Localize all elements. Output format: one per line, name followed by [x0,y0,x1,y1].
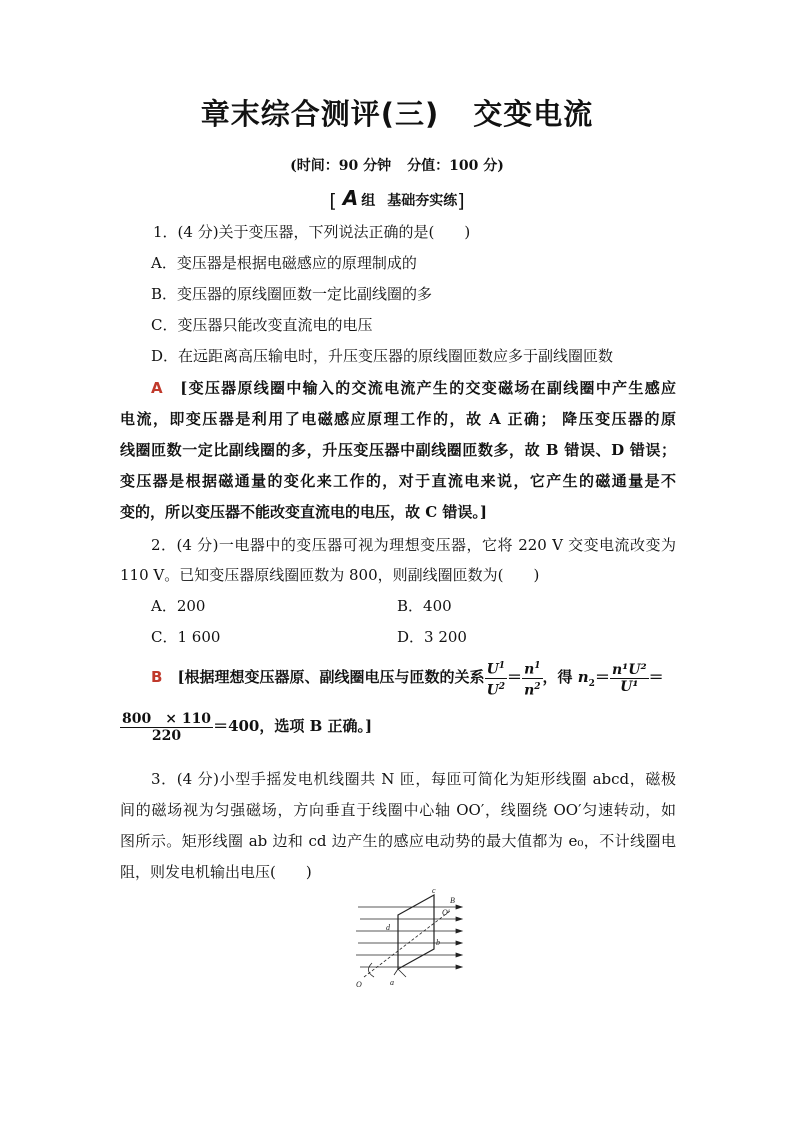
q1-stem: 1．(4 分)关于变压器，下列说法正确的是( ) [153,223,471,241]
q3-line-3: 图所示。矩形线圈 ab 边和 cd 边产生的感应电动势的最大值都为 e₀，不计线圈电 [120,832,676,850]
label-B: B [450,896,455,905]
voltage-ratio-fraction: $\frac{U^1}{U^2}$ [485,658,507,698]
q1-option-b: B．变压器的原线圈匝数一定比副线圈的多 [151,285,433,303]
q3-line-4: 阻，则发电机输出电压( ) [120,863,312,881]
group-name: 基础夯实练 [387,193,458,209]
turns-ratio-fraction: $\frac{n^1}{n^2}$ [522,658,542,698]
label-O: O [356,980,362,989]
group-label: 组 [361,193,376,209]
page-title [0,92,794,133]
bracket-left: [ [329,190,337,212]
q2-result: ＝400，选项 B 正确。] [213,717,373,735]
q3-line-2: 间的磁场视为匀强磁场，方向垂直于线圈中心轴 OO′，线圈绕 OO′匀速转动，如 [120,801,676,819]
q1-explanation-line-4: 变压器是根据磁通量的变化来工作的，对于直流电来说，它产生的磁通量是不 [120,472,676,490]
q2-option-d: D．3 200 [397,628,467,646]
q1-explanation-line-1: A [变压器原线圈中输入的交流电流产生的交变磁场在副线圈中产生感应 [151,379,676,397]
q2-option-b: B．400 [397,597,452,615]
title-main: 章末综合测评(三) [200,97,440,131]
label-c: c [432,886,436,895]
q2-option-c: C．1 600 [151,628,221,646]
generator-coil-diagram [350,885,470,990]
q2-option-a: A．200 [151,597,206,615]
q1-explanation-line-3: 线圈匝数一定比副线圈的多，升压变压器中副线圈匝数多，故 B 错误、D 错误； [120,441,676,459]
calc-fraction: $\frac{800 \times 110}{220}$ [122,710,212,744]
label-O-prime: O′ [442,908,450,917]
group-letter: A [342,186,359,210]
group-heading [0,186,794,212]
q2-explanation-line-1: B [根据理想变压器原、副线圈电压与匝数的关系 $\frac{U^1}{U^2}$ ＝ $\frac{n^1}{n^2}$ ，得 $n_2=$ $\frac{\text{n¹U²}}{\text{U¹}}$ ＝ [151,658,664,702]
q2-explanation-line-2 [120,708,372,744]
q1-option-a: A．变压器是根据电磁感应的原理制成的 [151,254,417,272]
q2-answer: B [151,668,163,687]
label-d: d [386,923,390,932]
exam-time: (时间：90 分钟 [290,158,392,174]
q1-explanation-line-5: 变的，所以变压器不能改变直流电的电压，故 C 错误。] [120,503,487,521]
q2-stem-line-1: 2．(4 分)一电器中的变压器可视为理想变压器，它将 220 V 交变电流改变为 [151,536,676,554]
n2-fraction: $\frac{\text{n¹U²}}{\text{U¹}}$ [611,661,647,695]
bracket-right: ] [457,190,465,212]
q2-stem-line-2: 110 V。已知变压器原线圈匝数为 800，则副线圈匝数为( ) [120,566,540,584]
exam-score: 分值：100 分) [407,158,504,174]
label-a: a [390,978,394,987]
q1-option-c: C．变压器只能改变直流电的电压 [151,316,373,334]
q3-line-1: 3．(4 分)小型手摇发电机线圈共 N 匝，每匝可简化为矩形线圈 abcd，磁极 [151,770,676,788]
q1-explanation-line-2: 电流，即变压器是利用了电磁感应原理工作的，故 A 正确； 降压变压器的原 [120,410,676,428]
exam-meta [0,155,794,175]
q2-explanation-prefix: [根据理想变压器原、副线圈电压与匝数的关系 [177,668,485,687]
label-b: b [436,938,440,947]
q1-option-d: D．在远距离高压输电时，升压变压器的原线圈匝数应多于副线圈匝数 [151,347,614,365]
title-sub: 交变电流 [473,97,594,131]
q1-answer: A [151,379,163,397]
